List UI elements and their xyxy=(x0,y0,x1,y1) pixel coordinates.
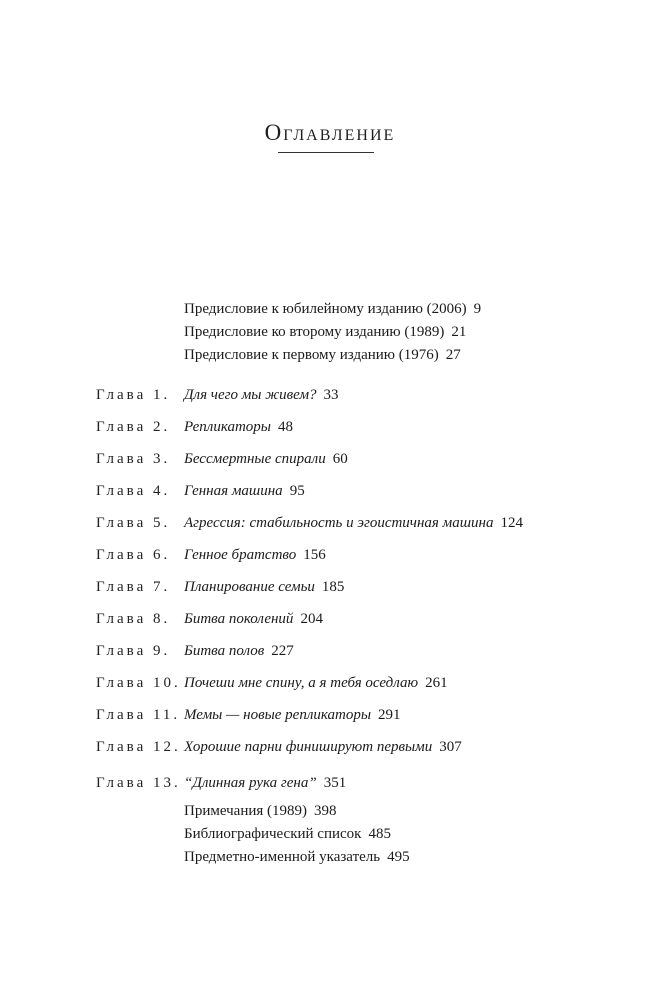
toc-entry-appendix[interactable] xyxy=(184,823,410,846)
chapter-title: Планирование семьи xyxy=(184,579,315,595)
chapter-label: Глава 4. xyxy=(96,483,171,499)
entry-page: 398 xyxy=(314,803,337,819)
toc-entry-preface[interactable] xyxy=(184,298,481,321)
chapter-title: Репликаторы xyxy=(184,419,271,435)
chapter-page: 185 xyxy=(321,579,345,595)
toc-entry-chapter[interactable] xyxy=(96,576,523,608)
chapter-page: 156 xyxy=(303,547,326,563)
chapter-title: Бессмертные спирали xyxy=(184,451,326,467)
toc-entry-chapter[interactable] xyxy=(96,512,523,544)
chapter-page: 124 xyxy=(500,515,523,531)
chapter-label: Глава 7. xyxy=(96,579,171,595)
entry-title: Предметно-именной указатель xyxy=(184,849,381,865)
chapter-title: Битва полов xyxy=(184,643,265,659)
chapter-page: 33 xyxy=(323,387,339,403)
chapter-label: Глава 5. xyxy=(96,515,171,531)
appendix-list xyxy=(184,800,410,869)
toc-entry-chapter[interactable] xyxy=(96,672,523,704)
chapter-label: Глава 13. xyxy=(96,775,181,791)
toc-entry-chapter[interactable] xyxy=(96,608,523,640)
entry-page: 495 xyxy=(387,849,410,865)
entry-title: Предисловие ко второму изданию (1989) xyxy=(184,324,445,340)
chapter-page: 204 xyxy=(300,611,323,627)
chapter-page: 48 xyxy=(277,419,293,435)
entry-page: 485 xyxy=(368,826,391,842)
chapter-label: Глава 2. xyxy=(96,419,171,435)
chapter-label: Глава 3. xyxy=(96,451,171,467)
toc-entry-chapter[interactable] xyxy=(96,448,523,480)
toc-entry-chapter[interactable] xyxy=(96,736,523,768)
toc-entry-appendix[interactable] xyxy=(184,846,410,869)
chapter-page: 261 xyxy=(425,675,448,691)
toc-entry-preface[interactable] xyxy=(184,321,481,344)
chapter-title: Мемы — новые репликаторы xyxy=(184,707,371,723)
chapter-title: Агрессия: стабильность и эгоистичная машина xyxy=(184,515,494,531)
chapter-label: Глава 1. xyxy=(96,387,171,403)
toc-entry-preface[interactable] xyxy=(184,344,481,367)
toc-entry-chapter[interactable] xyxy=(96,544,523,576)
chapter-page: 95 xyxy=(289,483,305,499)
toc-entry-chapter[interactable] xyxy=(96,416,523,448)
toc-entry-appendix[interactable] xyxy=(184,800,410,823)
page-title: Оглавление xyxy=(264,120,396,145)
chapter-title: Битва поколений xyxy=(184,611,294,627)
chapter-page: 351 xyxy=(323,775,347,791)
entry-title: Предисловие к юбилейному изданию (2006) xyxy=(184,301,467,317)
chapter-page: 60 xyxy=(332,451,348,467)
toc-entry-chapter[interactable] xyxy=(96,384,523,416)
toc-entry-chapter[interactable] xyxy=(96,640,523,672)
chapter-list xyxy=(96,384,523,804)
chapter-label: Глава 12. xyxy=(96,739,181,755)
chapter-page: 291 xyxy=(378,707,401,723)
entry-page: 9 xyxy=(473,301,482,317)
chapter-label: Глава 9. xyxy=(96,643,171,659)
entry-title: Предисловие к первому изданию (1976) xyxy=(184,347,439,363)
chapter-title: Почеши мне спину, а я тебя оседлаю xyxy=(184,675,419,691)
chapter-page: 227 xyxy=(271,643,294,659)
preface-list xyxy=(184,298,481,367)
entry-title: Примечания (1989) xyxy=(184,803,308,819)
chapter-title: Хорошие парни финишируют первыми xyxy=(184,739,433,755)
chapter-title: Генное братство xyxy=(184,547,297,563)
chapter-title: “Длинная рука гена” xyxy=(184,775,317,791)
entry-page: 27 xyxy=(445,347,461,363)
chapter-label: Глава 11. xyxy=(96,707,181,723)
toc-entry-chapter[interactable] xyxy=(96,480,523,512)
title-underline xyxy=(278,152,374,153)
chapter-label: Глава 6. xyxy=(96,547,171,563)
chapter-title: Генная машина xyxy=(184,483,283,499)
chapter-title: Для чего мы живем? xyxy=(184,387,317,403)
chapter-page: 307 xyxy=(439,739,462,755)
entry-title: Библиографический список xyxy=(184,826,362,842)
chapter-label: Глава 8. xyxy=(96,611,171,627)
chapter-label: Глава 10. xyxy=(96,675,181,691)
entry-page: 21 xyxy=(451,324,467,340)
toc-entry-chapter[interactable] xyxy=(96,704,523,736)
